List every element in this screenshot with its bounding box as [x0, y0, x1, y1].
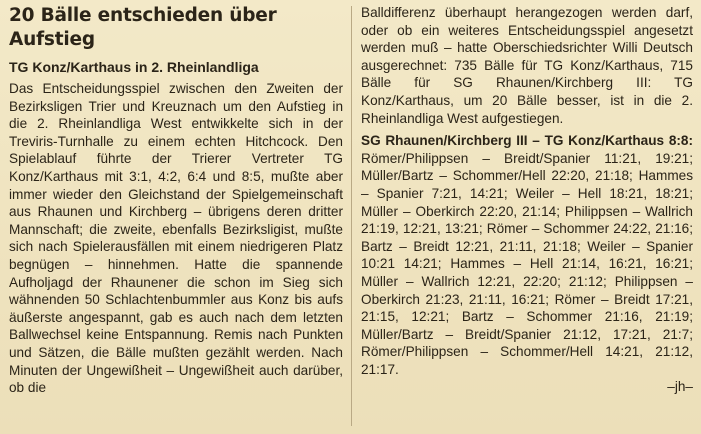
column-divider: [351, 6, 352, 426]
results-text: Römer/Philippsen – Breidt/Spanier 11:21, 19:21; Müller/Bartz – Schommer/Hell 22:20, 21:18; Hammes – Spanier 7:21, 14:21; Weiler – Hell 18:21, 18:21; Müller – Oberkirch 22:20, 21:14; Philippsen – Wallrich 21:19, 12:21, 13:21; Römer – Schommer 24:22, 21:16; Bartz – Breidt 12:21, 21:11, 21:18; Weiler – Spanier 10:21 14:21; Hammes – Hell 21:14, 16:21, 16:21; Müller – Wallrich 12:21, 22:20; 21:12; Philippsen – Oberkirch 21:23, 21:11, 16:21; Römer – Breidt 17:21, 21:15, 12:21; Bartz – Schommer 21:16, 21:19; Müller/Bartz – Breidt/Spanier 21:12, 17:21, 21:7; Römer/Philippsen – Schommer/Hell 14:21, 21:12, 21:17.: [361, 150, 693, 377]
article-body-left: Das Entscheidungsspiel zwischen den Zweiten der Bezirksligen Trier und Kreuznach um den Aufstieg in die 2. Rheinlandliga West entwikkelte sich in der Treviris-Turnhalle zu einem echten Hitchcock. Den Spielablauf führte der Trierer Vertreter TG Konz/Karthaus mit 3:1, 4:2, 6:4 und 8:5, mußte aber immer wieder den Gleichstand der Spielgemeinschaft aus Rhaunen und Kirchberg – übrigens deren dritter Mannschaft; die zweite, ebenfalls Bezirksligist, mußte sich nach Spielerausfällen mit einem niedrigeren Platz begnügen – hinnehmen. Hatte die spannende Aufholjagd der Rhaunener die schon im Sieg sich wähnenden 50 Schlachtenbummler aus Konz bis aufs äußerste angespannt, gab es auch nach dem letzten Ballwechsel keine Entspannung. Remis nach Punkten und Sätzen, die Bälle mußten gezählt werden. Nach Minuten der Ungewißheit – Ungewißheit auch darüber, ob die: [9, 81, 343, 396]
author-signature: –jh–: [667, 379, 693, 395]
headline: 20 Bälle entschieden über Aufstieg: [9, 5, 277, 50]
subheadline: TG Konz/Karthaus in 2. Rheinlandliga: [9, 59, 259, 75]
match-results: [361, 132, 693, 378]
right-column: [361, 4, 693, 396]
results-heading: SG Rhaunen/Kirchberg III – TG Konz/Karthaus 8:8:: [361, 133, 693, 149]
article-body-right: Balldifferenz überhaupt herangezogen werden darf, oder ob ein weiteres Entscheidungsspiel angesetzt werden muß – hatte Oberschiedsrichter Willi Deutsch ausgerechnet: 735 Bälle für TG Konz/Karthaus, 715 Bälle für SG Rhaunen/Kirchberg III: TG Konz/Karthaus, um 20 Bälle besser, ist in die 2. Rheinlandliga West aufgestiegen.: [361, 5, 693, 126]
left-column: [9, 4, 343, 397]
